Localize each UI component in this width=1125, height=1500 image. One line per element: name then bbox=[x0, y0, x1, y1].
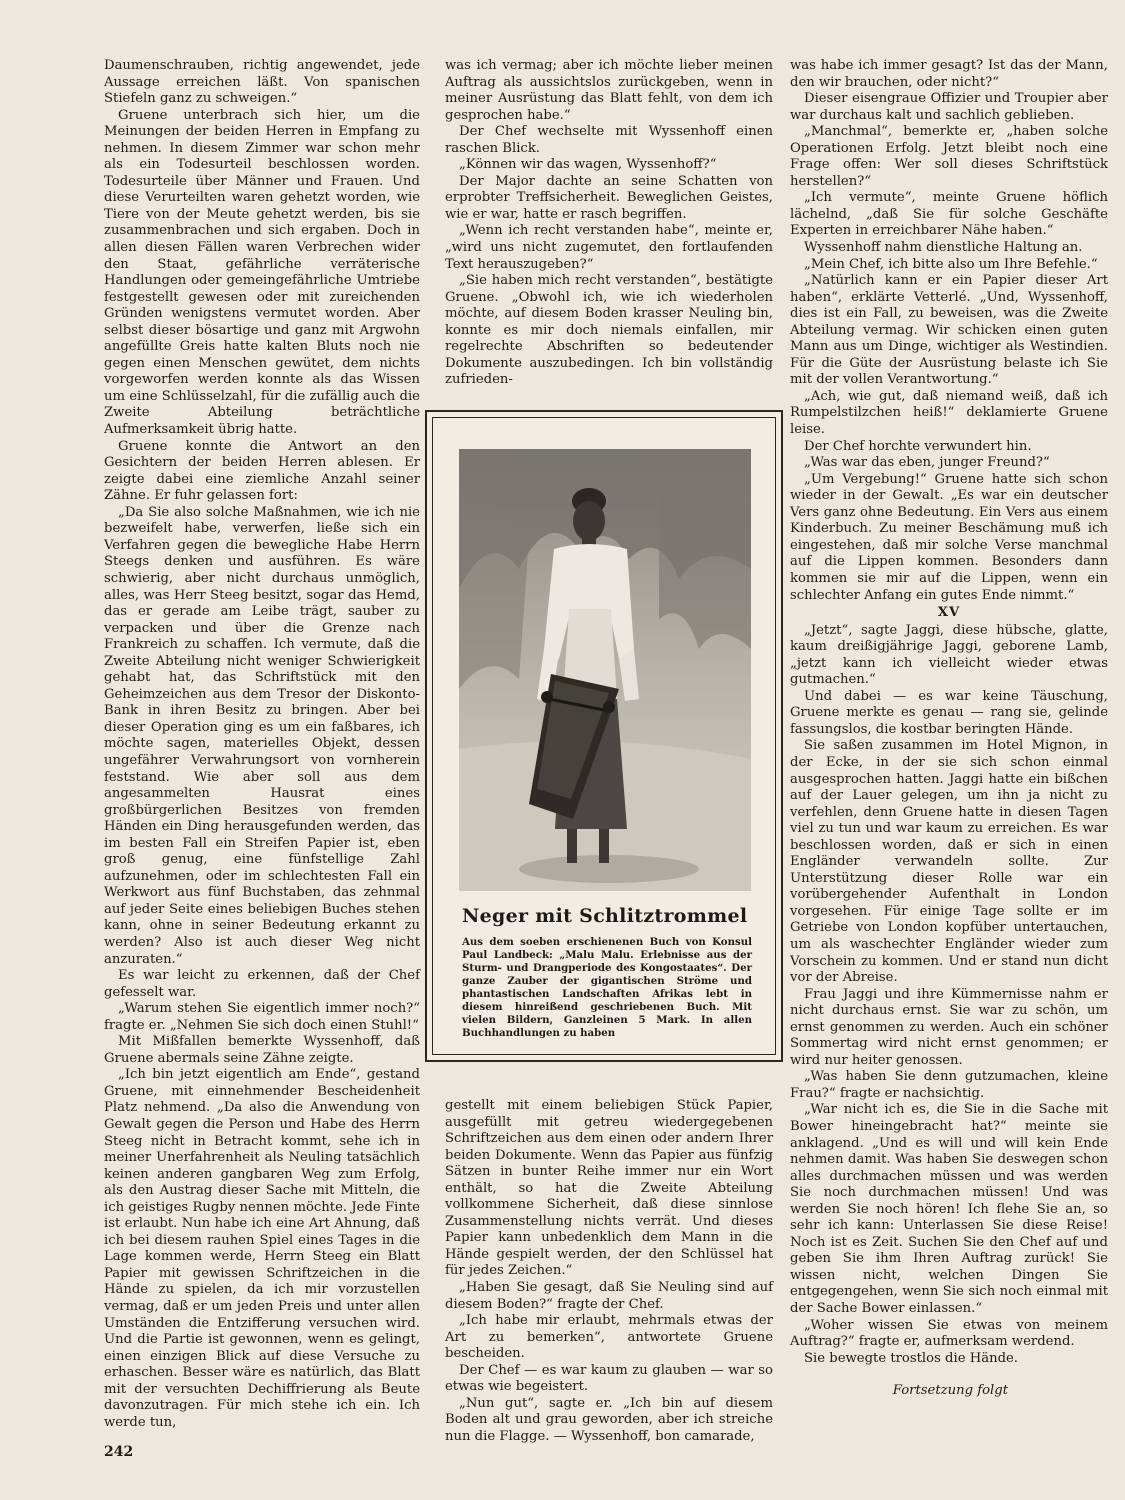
paragraph: „Mein Chef, ich bitte also um Ihre Befehle.“ bbox=[804, 256, 1098, 272]
paragraph: Gruene konnte die Antwort an den Gesichtern der beiden Herren ablesen. Er zeigte dabei eine ziemliche Anzahl seiner Zähne. Er fuhr gelassen fort: bbox=[104, 438, 420, 504]
paragraph: „Woher wissen Sie etwas von meinem Auftrag?“ fragte er, aufmerksam werdend. bbox=[790, 1317, 1108, 1350]
paragraph: „Ach, wie gut, daß niemand weiß, daß ich Rumpelstilzchen heiß!“ deklamierte Gruene leise. bbox=[790, 388, 1108, 438]
chapter-heading: XV bbox=[937, 605, 961, 621]
paragraph: gestellt mit einem beliebigen Stück Papier, ausgefüllt mit getreu wiedergegebenen Schriftzeichen aus dem einen oder andern Ihrer beiden Dokumente. Wenn das Papier aus fünfzig Sätzen in bunter Reihe immer nur ein Wort enthält, so hat die Zweite Abteilung vollkommene Sicherheit, daß diese sinnlose Zusammenstellung nichts verrät. Und dieses Papier kann unbedenklich dem Mann in die Hände gespielt werden, der den Schlüssel hat für jedes Zeichen.“ bbox=[445, 1098, 773, 1279]
paragraph: „War nicht ich es, die Sie in die Sache mit Bower hineingebracht hat?“ meinte sie anklagend. „Und es will und will kein Ende nehmen damit. Was haben Sie deswegen schon alles durchmachen müssen und was werden Sie noch durchmachen müssen! Und was werden Sie noch hören! Ich flehe Sie an, so sehr ich kann: Unterlassen Sie diese Reise! Noch ist es Zeit. Suchen Sie den Chef auf und geben Sie ihm Ihren Auftrag zurück! Sie wissen nicht, welchen Dingen Sie entgegengehen, wenn Sie sich noch einmal mit der Sache Bower einlassen.“ bbox=[790, 1102, 1108, 1317]
paragraph: Frau Jaggi und ihre Kümmernisse nahm er nicht durchaus ernst. Sie war zu schön, um ernst genommen zu werden. Auch ein schöner Sommertag wird nicht ernst genommen; er wird nur heiter genossen. bbox=[790, 986, 1108, 1068]
photo-illustration bbox=[459, 449, 751, 891]
paragraph: Gruene unterbrach sich hier, um die Meinungen der beiden Herren in Empfang zu nehmen. In diesem Zimmer war schon mehr als ein Todesurteil beschlossen worden. Todesurteile über Männer und Frauen. Und diese Verurteilten waren gehetzt worden, wie Tiere von der Meute gehetzt werden, bis sie zusammenbrachen und sich ergaben. Doch in allen diesen Fällen waren Verbrechen wider den Staat, gefährliche verräterische Handlungen oder gemeingefährliche Umtriebe festgestellt gewesen oder mit zureichenden Gründen wenigstens vermutet worden. Aber selbst dieser bösartige und ganz mit Argwohn angefüllte Greis hatte kalten Bluts noch nie gegen einen Menschen gewütet, dem nichts vorgeworfen werden konnte als das Wissen um eine Schlüsselzahl, für die zufällig auch die Zweite Abteilung beträchtliche Aufmerksamkeit übrig hatte. bbox=[104, 107, 420, 438]
photo-man-with-slit-drum bbox=[459, 449, 751, 891]
paragraph: „Ich bin jetzt eigentlich am Ende“, gestand Gruene, mit einnehmender Bescheidenheit Platz nehmend. „Da also die Anwendung von Gewalt gegen die Person und Habe des Herrn Steeg nicht in Betracht kommt, sehe ich in meiner Unerfahrenheit als Neuling tatsächlich keinen anderen gangbaren Weg zum Erfolg, als den Austrag dieser Sache mit Mitteln, die ich geistiges Rugby nennen möchte. Jede Finte ist erlaubt. Nun habe ich eine Art Ahnung, daß ich bei diesem rauhen Spiel eines Tages in die Lage kommen werde, Herrn Steeg ein Blatt Papier mit gewissen Schriftzeichen in die Hände zu spielen, da ich mir vorzustellen vermag, daß er um jeden Preis und unter allen Umständen die Entzifferung versuchen wird. Und die Partie ist gewonnen, wenn es gelingt, einen einzigen Blick auf diese Versuche zu erhaschen. Besser wäre es natürlich, das Blatt mit der versuchten Dechiffrierung als Beute davonzutragen. Für mich stehe ich ein. Ich werde tun, bbox=[104, 1067, 420, 1430]
paragraph: Mit Mißfallen bemerkte Wyssenhoff, daß Gruene abermals seine Zähne zeigte. bbox=[104, 1034, 420, 1066]
paragraph: „Sie haben mich recht verstanden“, bestätigte Gruene. „Obwohl ich, wie ich wiederholen möchte, auf diesem Boden krasser Neuling bin, konnte es mir doch niemals einfallen, mir regelrechte Abschriften so bedeutender Dokumente auszubedingen. Ich bin vollständig zufrieden- bbox=[445, 273, 773, 388]
paragraph: „Um Vergebung!“ Gruene hatte sich schon wieder in der Gewalt. „Es war ein deutscher Vers ganz ohne Bedeutung. Ein Vers aus einem Kinderbuch. Zu meiner Beschämung muß ich eingestehen, daß mir solche Verse manchmal auf die Lippen kommen. Besonders dann kommen sie mir auf die Lippen, wenn ein schlechter Anfang ein gutes Ende nimmt.“ bbox=[790, 471, 1108, 603]
text-column-middle-top bbox=[445, 58, 773, 389]
paragraph: Der Major dachte an seine Schatten von erprobter Treffsicherheit. Beweglichen Geistes, wie er war, hatte er rasch begriffen. bbox=[445, 173, 773, 222]
page-number: 242 bbox=[104, 1444, 134, 1460]
text-column-left bbox=[104, 58, 420, 1431]
paragraph: „Können wir das wagen, Wyssenhoff?“ bbox=[459, 157, 717, 173]
figure-caption: Aus dem soeben erschienenen Buch von Konsul Paul Landbeck: „Malu Malu. Erlebnisse aus der Sturm- und Drangperiode des Kongostaates“. Der ganze Zauber der gigantischen Ströme und phantastischen Landschaften Afrikas lebt in diesem hinreißend geschriebenen Buch. Mit vielen Bildern, Ganzleinen 5 Mark. In allen Buchhandlungen zu haben bbox=[462, 936, 752, 1039]
figure-title: Neger mit Schlitztrommel bbox=[462, 905, 748, 927]
paragraph: Sie saßen zusammen im Hotel Mignon, in der Ecke, in der sie sich schon einmal ausgesprochen hatten. Jaggi hatte ein bißchen auf der Lauer gelegen, um ihn ja nicht zu verfehlen, denn Gruene hatte in diesen Tagen viel zu tun und war kaum zu erreichen. Es war beschlossen worden, daß er sich in einen Engländer verwandeln sollte. Zur Unterstützung dieser Rolle war ein vorübergehender Aufenthalt in London vorgesehen. Für einige Tage sollte er im Getriebe von London kopfüber untertauchen, um als waschechter Engländer wieder zum Vorschein zu kommen. Und er stand nun dicht vor der Abreise. bbox=[790, 738, 1108, 986]
paragraph: Sie bewegte trostlos die Hände. bbox=[804, 1350, 1019, 1366]
paragraph: „Nun gut“, sagte er. „Ich bin auf diesem Boden alt und grau geworden, aber ich streiche nun die Flagge. — Wyssenhoff, bon camarade, bbox=[445, 1395, 773, 1444]
text-column-right bbox=[790, 58, 1108, 1400]
paragraph: „Was haben Sie denn gutzumachen, kleine Frau?“ fragte er nachsichtig. bbox=[790, 1069, 1108, 1101]
paragraph: Der Chef — es war kaum zu glauben — war so etwas wie begeistert. bbox=[445, 1362, 773, 1395]
paragraph: „Jetzt“, sagte Jaggi, diese hübsche, glatte, kaum dreißigjährige Jaggi, geborene Lamb, „jetzt kann ich vielleicht wieder etwas gutmachen.“ bbox=[790, 622, 1108, 688]
paragraph: Daumenschrauben, richtig angewendet, jede Aussage erreichen läßt. Von spanischen Stiefeln ganz zu schweigen.“ bbox=[104, 58, 420, 107]
paragraph: was ich vermag; aber ich möchte lieber meinen Auftrag als aussichtslos zurückgeben, wenn in meiner Ausrüstung das Blatt fehlt, von dem ich gesprochen habe.“ bbox=[445, 58, 773, 123]
paragraph: „Natürlich kann er ein Papier dieser Art haben“, erklärte Vetterlé. „Und, Wyssenhoff, dies ist ein Fall, zu beweisen, was die Zweite Abteilung vermag. Wir schicken einen guten Mann aus um Dinge, wichtiger als Westindien. Für die Güte der Ausrüstung belaste ich Sie mit der vollen Verantwortung.“ bbox=[790, 273, 1108, 388]
paragraph: Dieser eisengraue Offizier und Troupier aber war durchaus kalt und sachlich geblieben. bbox=[790, 91, 1108, 123]
paragraph: Wyssenhoff nahm dienstliche Haltung an. bbox=[804, 240, 1083, 256]
text-column-middle-bottom bbox=[445, 1098, 773, 1445]
paragraph: „Wenn ich recht verstanden habe“, meinte er, „wird uns nicht zugemutet, den fortlaufenden Text herauszugeben?“ bbox=[445, 223, 773, 272]
paragraph: Und dabei — es war keine Täuschung, Gruene merkte es genau — rang sie, gelinde fassungslos, die kostbar beringten Hände. bbox=[790, 688, 1108, 737]
paragraph: „Ich vermute“, meinte Gruene höflich lächelnd, „daß Sie für solche Geschäfte Experten in erreichbarer Nähe haben.“ bbox=[790, 190, 1108, 239]
paragraph: Es war leicht zu erkennen, daß der Chef gefesselt war. bbox=[104, 968, 420, 1000]
paragraph: Der Chef wechselte mit Wyssenhoff einen raschen Blick. bbox=[445, 124, 773, 156]
paragraph: „Haben Sie gesagt, daß Sie Neuling sind auf diesem Boden?“ fragte der Chef. bbox=[445, 1280, 773, 1312]
paragraph: „Manchmal“, bemerkte er, „haben solche Operationen Erfolg. Jetzt bleibt noch eine Frage offen: Wer soll dieses Schriftstück herstellen?“ bbox=[790, 124, 1108, 189]
paragraph: „Warum stehen Sie eigentlich immer noch?“ fragte er. „Nehmen Sie sich doch einen Stuhl!“ bbox=[104, 1001, 420, 1033]
continued-note: Fortsetzung folgt bbox=[892, 1383, 1008, 1399]
paragraph: „Ich habe mir erlaubt, mehrmals etwas der Art zu bemerken“, antwortete Gruene bescheiden. bbox=[445, 1313, 773, 1362]
paragraph: „Da Sie also solche Maßnahmen, wie ich nie bezweifelt habe, verwerfen, ließe sich ein Verfahren gegen die bewegliche Habe Herrn Steegs denken und ausführen. Es wäre schwierig, aber nicht durchaus unmöglich, alles, was Herr Steeg besitzt, sogar das Hemd, das er gerade am Leibe trägt, sauber zu verpacken und über die Grenze nach Frankreich zu schaffen. Ich vermute, daß die Zweite Abteilung nicht weniger Schwierigkeit gehabt hat, das Schriftstück mit den Geheimzeichen aus dem Tresor der Diskonto-Bank in ihren Besitz zu bringen. Aber bei dieser Operation ging es um ein faßbares, ich möchte sagen, materielles Objekt, dessen ungefährer Verwahrungsort von vornherein feststand. Wie aber soll aus dem angesammelten Hausrat eines großbürgerlichen Besitzes von fremden Händen ein Ding herausgefunden werden, das im besten Fall ein Streifen Papier ist, eben groß genug, eine fünfstellige Zahl aufzunehmen, oder im schlechtesten Fall ein Werkwort aus fünf Buchstaben, das zehnmal auf jeder Seite eines beliebigen Buches stehen kann, ohne in seiner Bedeutung erkannt zu werden? Also ist auch dieser Weg nicht anzuraten.“ bbox=[104, 504, 420, 967]
paragraph: was habe ich immer gesagt? Ist das der Mann, den wir brauchen, oder nicht?“ bbox=[790, 58, 1108, 90]
paragraph: „Was war das eben, junger Freund?“ bbox=[804, 455, 1050, 471]
paragraph: Der Chef horchte verwundert hin. bbox=[804, 438, 1032, 454]
